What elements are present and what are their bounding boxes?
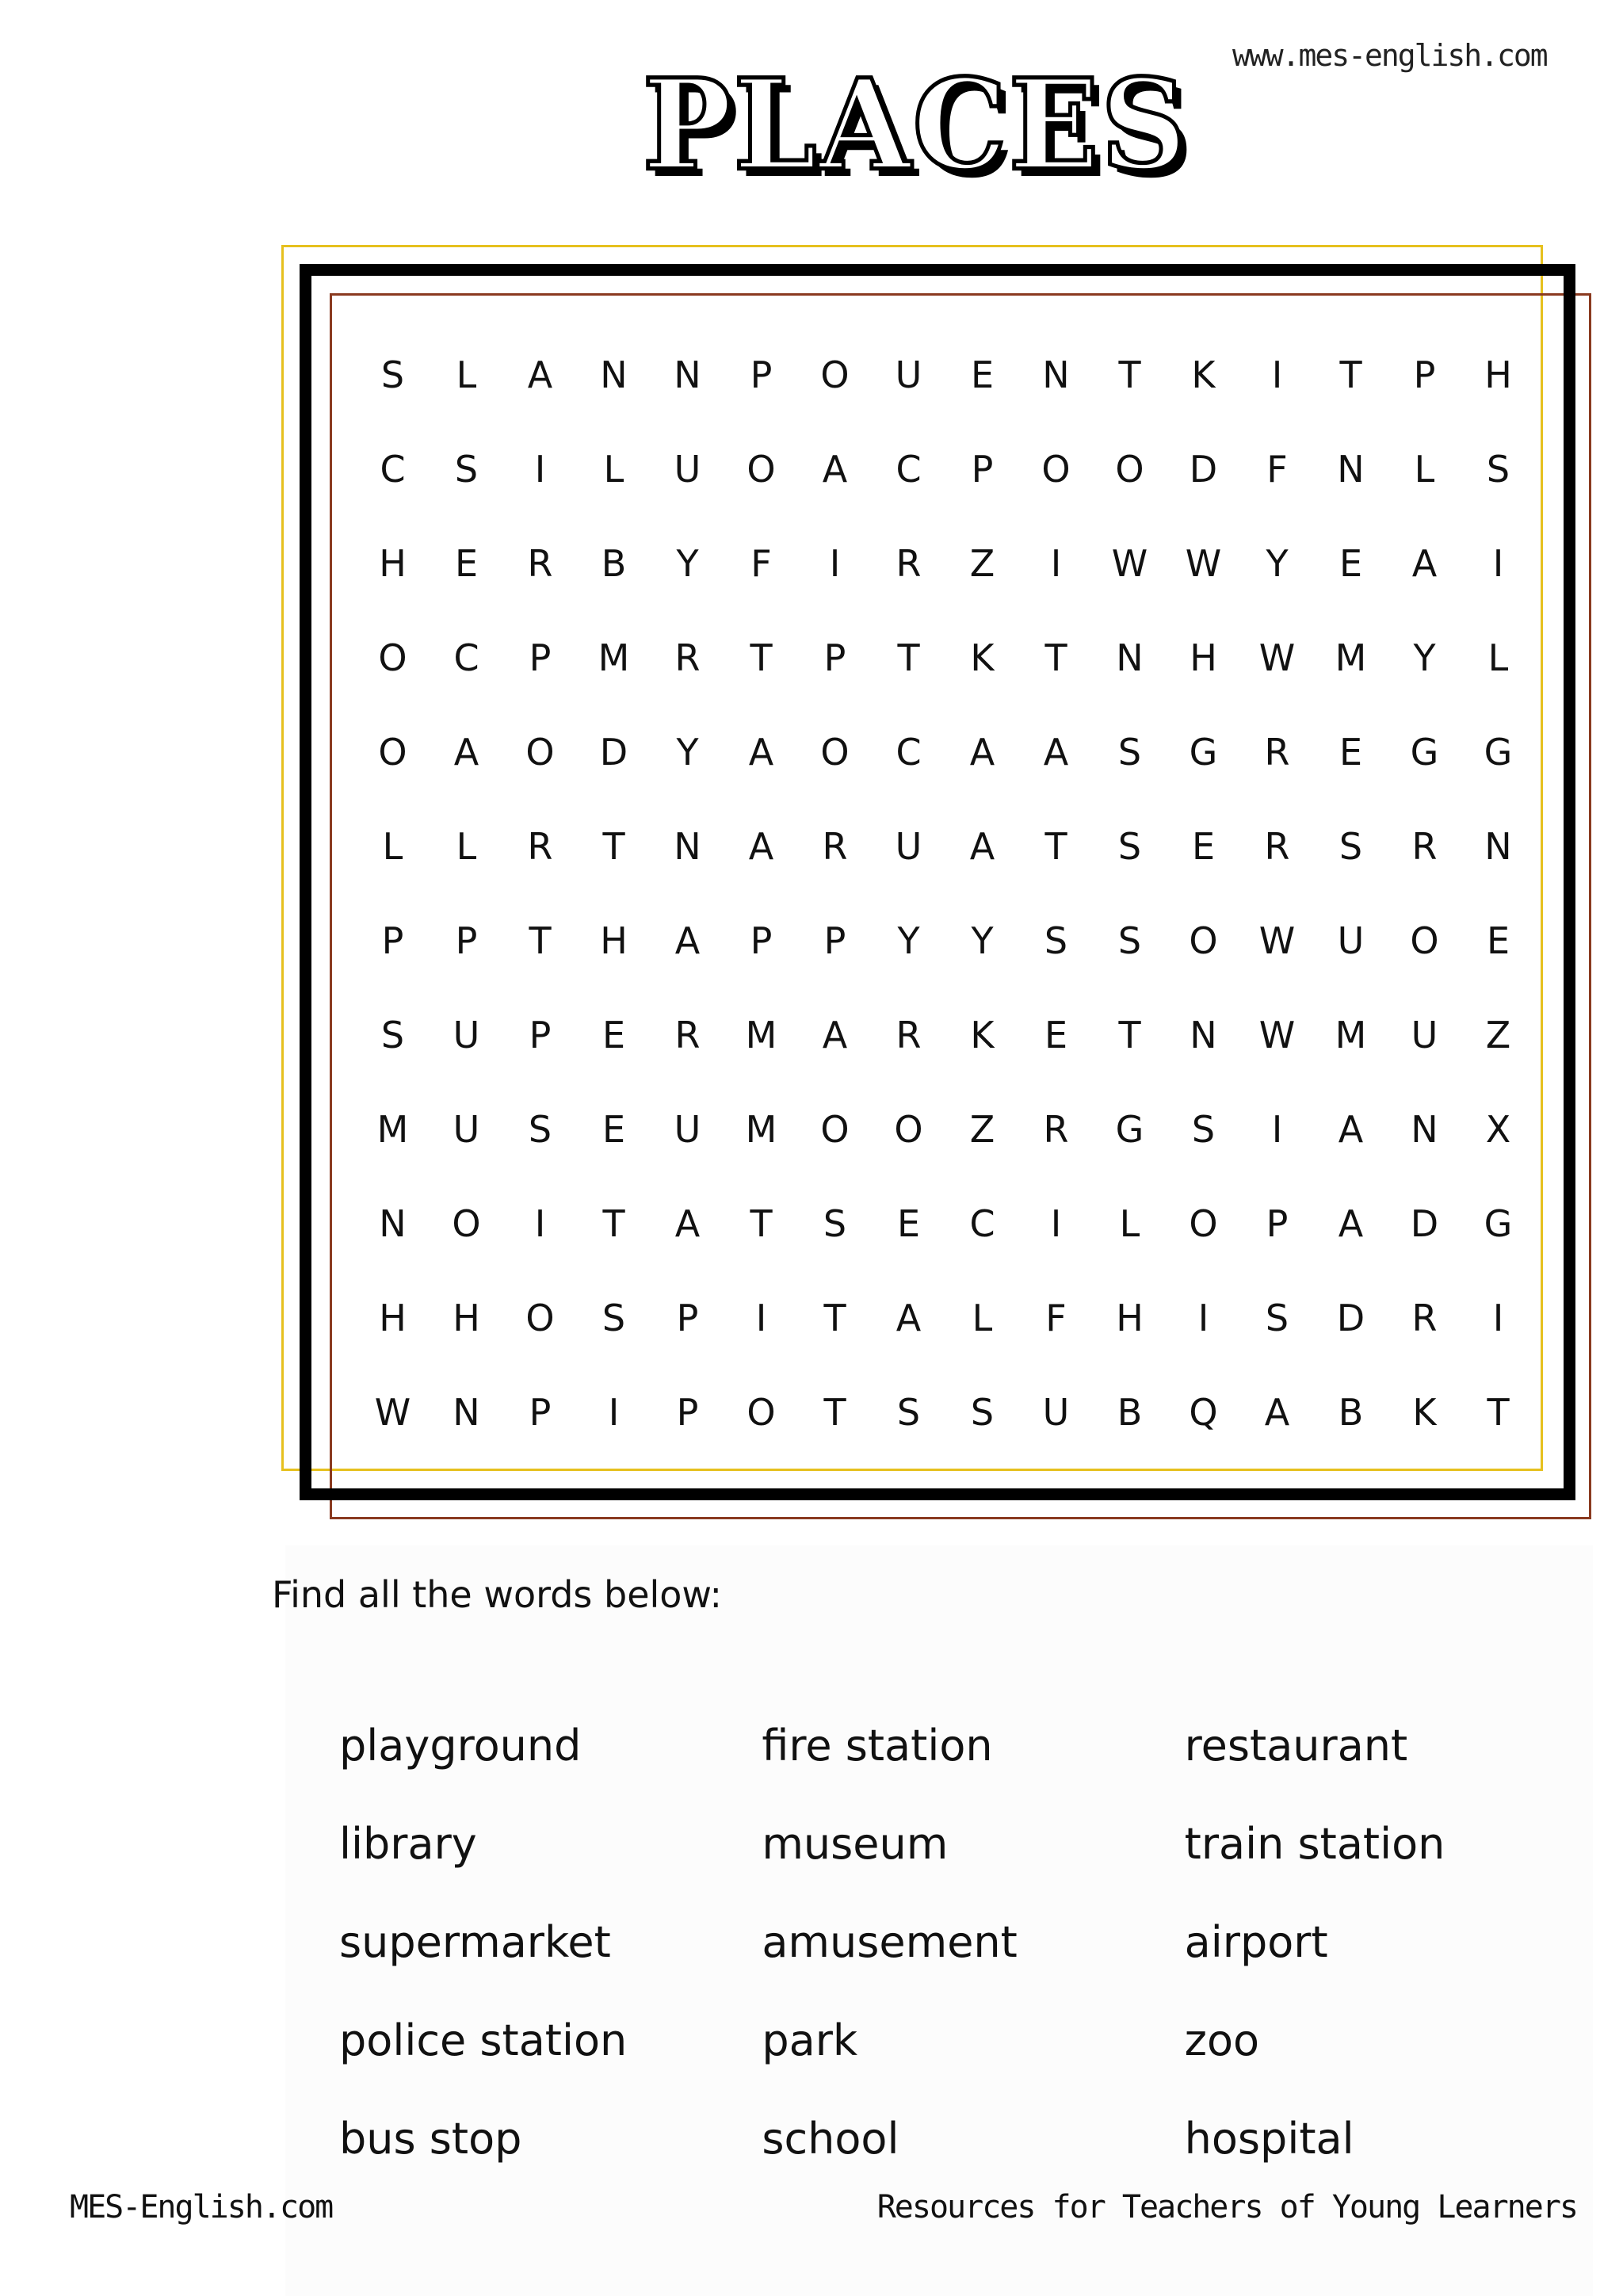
- grid-letter: G: [1115, 1107, 1144, 1151]
- grid-letter: L: [1414, 447, 1435, 491]
- grid-letter: O: [747, 1390, 776, 1434]
- grid-letter: A: [896, 1296, 922, 1339]
- grid-letter: L: [1487, 636, 1509, 679]
- grid-letter: P: [381, 919, 404, 962]
- grid-letter: H: [379, 541, 407, 585]
- grid-letter: A: [674, 1201, 701, 1245]
- grid-letter: T: [750, 636, 773, 679]
- grid-letter: A: [822, 447, 848, 491]
- grid-letter: R: [1411, 1296, 1438, 1339]
- grid-row: [356, 1270, 1572, 1365]
- grid-letter: T: [602, 824, 625, 868]
- grid-letter: A: [822, 1013, 848, 1056]
- grid-letter: A: [969, 730, 995, 774]
- grid-letter: S: [1338, 824, 1363, 868]
- instructions: Find all the words below:: [272, 1573, 723, 1616]
- grid-letter: P: [676, 1296, 699, 1339]
- grid-letter: K: [1191, 353, 1216, 396]
- word-list: [339, 1696, 1607, 2187]
- grid-letter: I: [1197, 1296, 1209, 1339]
- grid-letter: N: [1484, 824, 1512, 868]
- grid-row: [356, 327, 1572, 422]
- grid-letter: Q: [1189, 1390, 1218, 1434]
- grid-letter: U: [453, 1107, 480, 1151]
- grid-letter: M: [1335, 636, 1367, 679]
- grid-letter: H: [379, 1296, 407, 1339]
- grid-letter: O: [1189, 919, 1218, 962]
- grid-letter: Y: [676, 541, 699, 585]
- grid-letter: M: [376, 1107, 409, 1151]
- grid-letter: E: [970, 353, 995, 396]
- grid-letter: S: [601, 1296, 626, 1339]
- grid-letter: O: [525, 730, 555, 774]
- grid-letter: T: [1118, 1013, 1141, 1056]
- grid-letter: A: [969, 824, 995, 868]
- grid-letter: S: [380, 1013, 405, 1056]
- page-title: PLACES: [642, 52, 1189, 199]
- grid-letter: N: [1411, 1107, 1438, 1151]
- grid-letter: P: [823, 919, 846, 962]
- grid-letter: P: [455, 919, 478, 962]
- grid-letter: E: [1191, 824, 1216, 868]
- grid-letter: P: [1266, 1201, 1289, 1245]
- grid-letter: P: [1413, 353, 1436, 396]
- grid-letter: D: [1189, 447, 1218, 491]
- grid-letter: T: [750, 1201, 773, 1245]
- grid-letter: F: [1045, 1296, 1067, 1339]
- grid-letter: X: [1485, 1107, 1511, 1151]
- grid-letter: L: [972, 1296, 993, 1339]
- grid-letter: B: [1338, 1390, 1364, 1434]
- grid-letter: F: [1266, 447, 1288, 491]
- grid-letter: P: [823, 636, 846, 679]
- grid-letter: G: [1484, 1201, 1513, 1245]
- grid-letter: N: [674, 824, 701, 868]
- word-item: hospital: [1184, 2113, 1354, 2164]
- grid-letter: A: [527, 353, 553, 396]
- grid-letter: U: [1411, 1013, 1438, 1056]
- grid-letter: A: [453, 730, 479, 774]
- grid-letter: I: [1271, 1107, 1283, 1151]
- grid-row: [356, 610, 1572, 705]
- grid-letter: O: [820, 730, 850, 774]
- grid-letter: I: [534, 1201, 546, 1245]
- grid-letter: P: [971, 447, 994, 491]
- grid-letter: A: [1338, 1201, 1364, 1245]
- word-item: museum: [762, 1818, 949, 1869]
- grid-letter: O: [747, 447, 776, 491]
- grid-letter: M: [1335, 1013, 1367, 1056]
- grid-letter: E: [1338, 730, 1363, 774]
- grid-letter: R: [896, 1013, 922, 1056]
- grid-letter: R: [527, 824, 553, 868]
- grid-letter: I: [534, 447, 546, 491]
- grid-row: [356, 705, 1572, 799]
- grid-letter: M: [745, 1107, 777, 1151]
- grid-letter: O: [1410, 919, 1439, 962]
- grid-letter: P: [529, 1390, 552, 1434]
- word-item: bus stop: [339, 2113, 522, 2164]
- word-item: train station: [1184, 1818, 1445, 1869]
- grid-letter: A: [748, 824, 774, 868]
- grid-letter: T: [1339, 353, 1362, 396]
- footer-right: Resources for Teachers of Young Learners: [876, 2189, 1577, 2225]
- grid-letter: E: [1044, 1013, 1068, 1056]
- grid-letter: L: [382, 824, 403, 868]
- grid-letter: C: [896, 730, 922, 774]
- grid-letter: I: [755, 1296, 767, 1339]
- grid-row: [356, 1365, 1572, 1459]
- grid-letter: N: [453, 1390, 480, 1434]
- grid-letter: D: [599, 730, 628, 774]
- grid-letter: E: [601, 1013, 626, 1056]
- grid-letter: K: [1412, 1390, 1437, 1434]
- grid-letter: N: [1116, 636, 1144, 679]
- word-item: zoo: [1184, 2015, 1260, 2065]
- grid-letter: R: [527, 541, 553, 585]
- grid-letter: T: [602, 1201, 625, 1245]
- word-row: [339, 1794, 1607, 1893]
- word-item: police station: [339, 2015, 628, 2065]
- grid-letter: N: [1337, 447, 1365, 491]
- grid-row: [356, 1176, 1572, 1270]
- grid-letter: S: [823, 1201, 847, 1245]
- grid-letter: M: [745, 1013, 777, 1056]
- grid-letter: S: [1191, 1107, 1216, 1151]
- grid-letter: B: [1117, 1390, 1143, 1434]
- footer-left: MES-English.com: [70, 2189, 333, 2225]
- grid-letter: S: [1117, 919, 1142, 962]
- grid-letter: M: [598, 636, 630, 679]
- grid-letter: B: [601, 541, 627, 585]
- grid-letter: G: [1189, 730, 1218, 774]
- grid-letter: I: [1492, 1296, 1504, 1339]
- word-item: library: [339, 1818, 477, 1869]
- grid-letter: R: [1264, 730, 1290, 774]
- word-item: amusement: [762, 1916, 1018, 1967]
- word-item: park: [762, 2015, 858, 2065]
- grid-letter: E: [1338, 541, 1363, 585]
- grid-letter: O: [820, 1107, 850, 1151]
- word-item: restaurant: [1184, 1720, 1408, 1771]
- grid-letter: S: [528, 1107, 552, 1151]
- grid-letter: U: [674, 1107, 701, 1151]
- grid-letter: H: [600, 919, 628, 962]
- grid-letter: T: [823, 1296, 846, 1339]
- grid-letter: E: [1486, 919, 1510, 962]
- word-row: [339, 1991, 1607, 2089]
- grid-letter: S: [1265, 1296, 1289, 1339]
- grid-letter: U: [895, 824, 922, 868]
- grid-letter: U: [674, 447, 701, 491]
- grid-row: [356, 988, 1572, 1082]
- grid-letter: H: [1190, 636, 1217, 679]
- grid-letter: Y: [676, 730, 699, 774]
- grid-letter: A: [1411, 541, 1438, 585]
- grid-letter: S: [1117, 824, 1142, 868]
- grid-letter: N: [1042, 353, 1070, 396]
- grid-letter: D: [1410, 1201, 1439, 1245]
- grid-letter: O: [378, 636, 407, 679]
- grid-letter: S: [1486, 447, 1510, 491]
- grid-letter: P: [529, 1013, 552, 1056]
- grid-letter: G: [1484, 730, 1513, 774]
- grid-letter: O: [820, 353, 850, 396]
- grid-letter: C: [969, 1201, 995, 1245]
- grid-letter: D: [1336, 1296, 1365, 1339]
- grid-letter: P: [750, 353, 773, 396]
- grid-letter: O: [378, 730, 407, 774]
- grid-letter: O: [894, 1107, 923, 1151]
- grid-letter: Y: [1413, 636, 1436, 679]
- grid-letter: W: [1185, 541, 1222, 585]
- grid-letter: C: [453, 636, 479, 679]
- grid-letter: K: [970, 1013, 995, 1056]
- grid-letter: I: [1050, 1201, 1062, 1245]
- grid-letter: R: [1411, 824, 1438, 868]
- grid-letter: T: [1118, 353, 1141, 396]
- grid-letter: T: [823, 1390, 846, 1434]
- grid-letter: R: [674, 636, 701, 679]
- grid-letter: P: [529, 636, 552, 679]
- site-url: www.mes-english.com: [1232, 38, 1547, 73]
- grid-letter: U: [1337, 919, 1365, 962]
- grid-letter: N: [1190, 1013, 1217, 1056]
- grid-row: [356, 893, 1572, 988]
- grid-letter: A: [1264, 1390, 1290, 1434]
- word-row: [339, 2089, 1607, 2187]
- grid-row: [356, 422, 1572, 516]
- grid-letter: W: [374, 1390, 411, 1434]
- grid-letter: Y: [1266, 541, 1289, 585]
- grid-letter: G: [1410, 730, 1439, 774]
- grid-letter: O: [525, 1296, 555, 1339]
- grid-letter: W: [1258, 1013, 1296, 1056]
- grid-letter: I: [1050, 541, 1062, 585]
- grid-letter: T: [1044, 824, 1067, 868]
- grid-letter: S: [1044, 919, 1068, 962]
- grid-letter: S: [454, 447, 479, 491]
- grid-letter: T: [897, 636, 920, 679]
- grid-letter: E: [896, 1201, 921, 1245]
- grid-letter: R: [674, 1013, 701, 1056]
- grid-letter: O: [1041, 447, 1071, 491]
- grid-letter: Y: [897, 919, 920, 962]
- grid-letter: I: [1492, 541, 1504, 585]
- grid-letter: S: [896, 1390, 921, 1434]
- grid-letter: S: [1117, 730, 1142, 774]
- grid-letter: C: [380, 447, 406, 491]
- grid-letter: N: [674, 353, 701, 396]
- grid-letter: W: [1111, 541, 1148, 585]
- grid-letter: H: [453, 1296, 480, 1339]
- grid-letter: L: [456, 353, 477, 396]
- grid-letter: S: [970, 1390, 995, 1434]
- grid-letter: H: [1116, 1296, 1144, 1339]
- grid-letter: Z: [1485, 1013, 1511, 1056]
- word-item: airport: [1184, 1916, 1328, 1967]
- grid-letter: H: [1484, 353, 1512, 396]
- grid-letter: N: [600, 353, 628, 396]
- grid-letter: R: [822, 824, 848, 868]
- grid-letter: I: [1271, 353, 1283, 396]
- word-search-grid: [356, 327, 1572, 1461]
- grid-letter: P: [750, 919, 773, 962]
- grid-letter: A: [1338, 1107, 1364, 1151]
- grid-letter: L: [1119, 1201, 1140, 1245]
- word-item: playground: [339, 1720, 582, 1771]
- grid-letter: P: [676, 1390, 699, 1434]
- word-item: supermarket: [339, 1916, 611, 1967]
- grid-letter: A: [748, 730, 774, 774]
- grid-letter: Z: [969, 1107, 995, 1151]
- word-item: fire station: [762, 1720, 993, 1771]
- grid-row: [356, 1082, 1572, 1176]
- grid-letter: E: [601, 1107, 626, 1151]
- grid-letter: O: [452, 1201, 481, 1245]
- word-row: [339, 1893, 1607, 1991]
- grid-letter: Z: [969, 541, 995, 585]
- grid-letter: I: [608, 1390, 620, 1434]
- grid-letter: U: [1042, 1390, 1070, 1434]
- grid-letter: N: [379, 1201, 407, 1245]
- grid-letter: S: [380, 353, 405, 396]
- grid-letter: O: [1189, 1201, 1218, 1245]
- grid-row: [356, 799, 1572, 893]
- grid-letter: R: [896, 541, 922, 585]
- word-item: school: [762, 2113, 899, 2164]
- grid-letter: A: [1043, 730, 1069, 774]
- grid-letter: Y: [971, 919, 994, 962]
- grid-letter: T: [529, 919, 552, 962]
- grid-letter: U: [895, 353, 922, 396]
- grid-letter: T: [1044, 636, 1067, 679]
- grid-letter: L: [456, 824, 477, 868]
- grid-letter: C: [896, 447, 922, 491]
- grid-letter: T: [1487, 1390, 1510, 1434]
- grid-letter: A: [674, 919, 701, 962]
- grid-letter: K: [970, 636, 995, 679]
- grid-letter: W: [1258, 636, 1296, 679]
- grid-letter: W: [1258, 919, 1296, 962]
- word-row: [339, 1696, 1607, 1794]
- grid-letter: E: [454, 541, 479, 585]
- grid-letter: L: [603, 447, 624, 491]
- grid-letter: U: [453, 1013, 480, 1056]
- grid-letter: I: [829, 541, 841, 585]
- grid-letter: R: [1043, 1107, 1069, 1151]
- grid-letter: O: [1115, 447, 1144, 491]
- grid-row: [356, 516, 1572, 610]
- grid-letter: F: [750, 541, 772, 585]
- grid-letter: R: [1264, 824, 1290, 868]
